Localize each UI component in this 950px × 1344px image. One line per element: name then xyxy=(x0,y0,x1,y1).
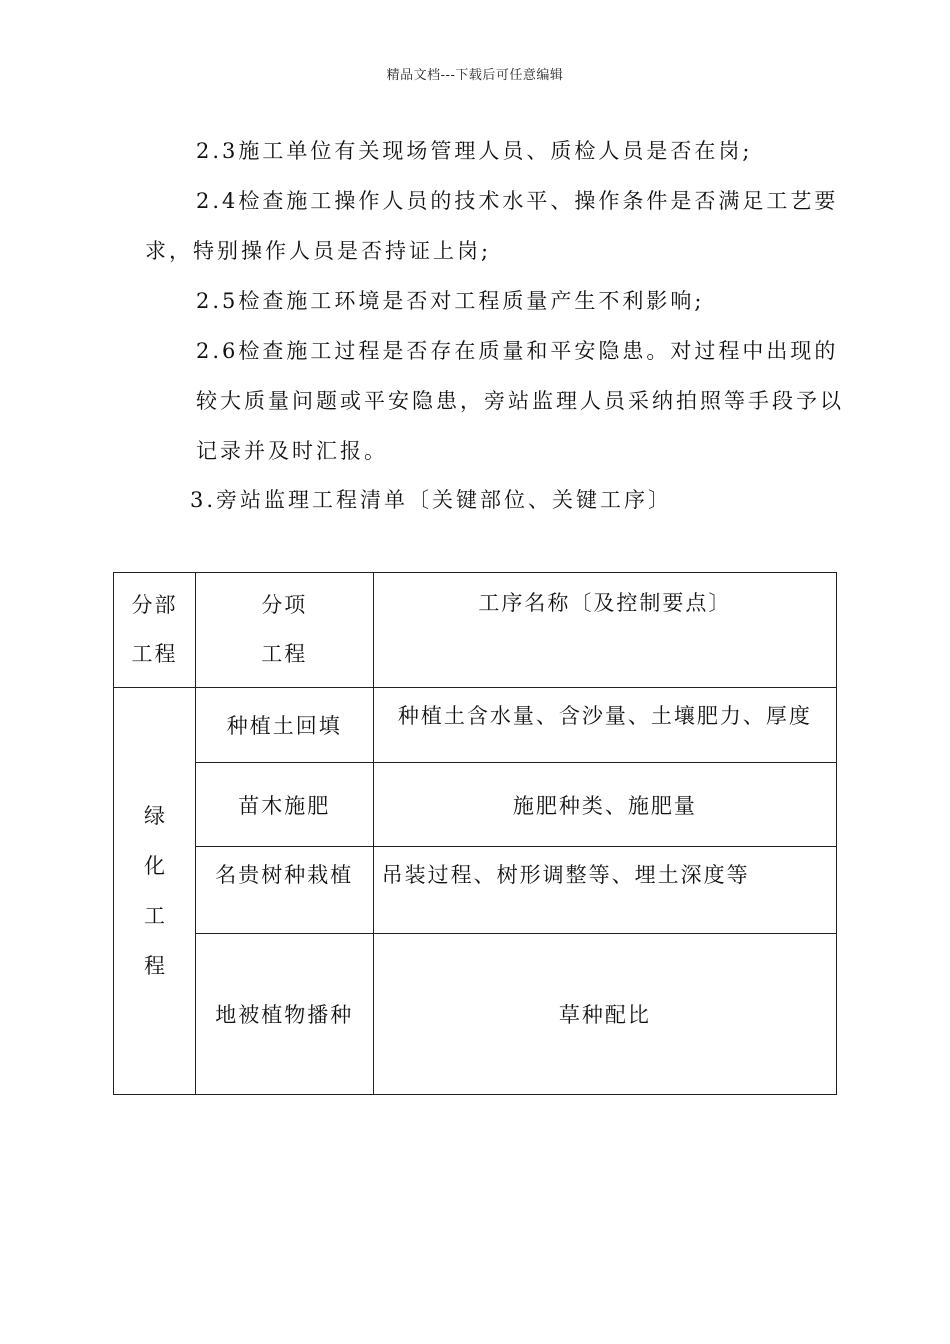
header-procedure: 工序名称〔及控制要点〕 xyxy=(373,573,836,688)
paragraph-2-6-line2: 较大质量问题或平安隐患，旁站监理人员采纳拍照等手段予以 xyxy=(196,389,844,413)
detail-cell: 草种配比 xyxy=(373,934,836,1095)
table-row xyxy=(114,688,837,763)
header-subitem xyxy=(195,573,373,688)
paragraph-2-6-line1: 2.6检查施工过程是否存在质量和平安隐患。对过程中出现的 xyxy=(196,339,839,363)
header-division-line1: 分部 xyxy=(131,593,178,617)
paragraph-2-6-line3: 记录并及时汇报。 xyxy=(196,439,388,463)
page-header: 精品文档---下载后可任意编辑 xyxy=(386,68,564,83)
table-row xyxy=(114,847,837,934)
supervision-items-table xyxy=(113,572,837,1095)
detail-cell: 吊装过程、树形调整等、埋土深度等 xyxy=(373,847,836,934)
paragraph-2-4-line1: 2.4检查施工操作人员的技术水平、操作条件是否满足工艺要 xyxy=(196,189,839,213)
table-header-row xyxy=(114,573,837,688)
division-char: 绿 xyxy=(143,804,165,828)
paragraph-2-4-line2: 求，特别操作人员是否持证上岗; xyxy=(145,239,492,263)
header-subitem-line2: 工程 xyxy=(261,642,308,666)
table-row xyxy=(114,763,837,847)
section-3-heading: 3.旁站监理工程清单〔关键部位、关键工序〕 xyxy=(190,488,673,512)
division-char: 工 xyxy=(143,904,165,928)
detail-cell: 施肥种类、施肥量 xyxy=(373,763,836,847)
item-cell: 种植土回填 xyxy=(195,688,373,763)
item-cell: 地被植物播种 xyxy=(195,934,373,1095)
item-cell: 苗木施肥 xyxy=(195,763,373,847)
division-char: 化 xyxy=(143,854,165,878)
detail-cell: 种植土含水量、含沙量、土壤肥力、厚度 xyxy=(373,688,836,763)
division-cell-greening xyxy=(114,688,196,1095)
item-cell: 名贵树种栽植 xyxy=(195,847,373,934)
table-row xyxy=(114,934,837,1095)
paragraph-2-3: 2.3施工单位有关现场管理人员、质检人员是否在岗; xyxy=(196,139,753,163)
paragraph-2-5: 2.5检查施工环境是否对工程质量产生不利影响; xyxy=(196,289,705,313)
division-char: 程 xyxy=(143,954,165,978)
header-division xyxy=(114,573,196,688)
header-division-line2: 工程 xyxy=(131,642,178,666)
header-subitem-line1: 分项 xyxy=(261,593,308,617)
